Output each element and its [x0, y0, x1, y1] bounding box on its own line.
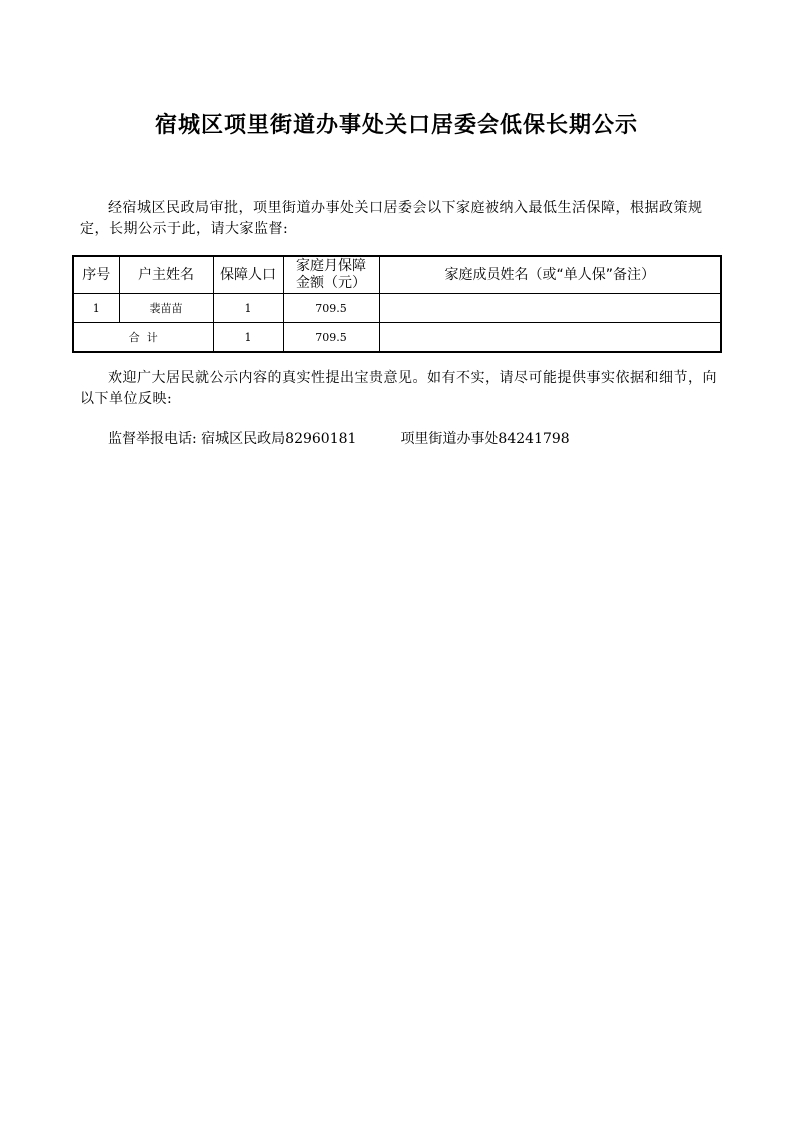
header-head-name: 户主姓名	[119, 256, 213, 294]
table-header-row	[73, 256, 721, 294]
closing-paragraph: 欢迎广大居民就公示内容的真实性提出宝贵意见。如有不实，请尽可能提供事实依据和细节，向以下单位反映:	[80, 370, 717, 407]
cell-members	[379, 294, 721, 323]
header-members: 家庭成员姓名（或“单人保”备注）	[379, 256, 721, 294]
header-population: 保障人口	[213, 256, 283, 294]
total-amount: 709.5	[283, 323, 379, 353]
contact-line	[108, 428, 570, 448]
cell-head-name: 裴苗苗	[119, 294, 213, 323]
contact-street-office: 项里街道办事处84241798	[400, 431, 570, 447]
header-index: 序号	[73, 256, 119, 294]
header-amount-line2: 金额（元）	[296, 275, 366, 291]
cell-index: 1	[73, 294, 119, 323]
contact-label: 监督举报电话:	[108, 431, 197, 447]
contact-civil-affairs: 宿城区民政局82960181	[201, 431, 357, 447]
subsidy-table	[72, 255, 722, 353]
page-title: 宿城区项里街道办事处关口居委会低保长期公示	[154, 112, 638, 138]
cell-amount: 709.5	[283, 294, 379, 323]
total-members	[379, 323, 721, 353]
cell-population: 1	[213, 294, 283, 323]
total-population: 1	[213, 323, 283, 353]
table-row	[73, 294, 721, 323]
header-amount-line1: 家庭月保障	[296, 258, 366, 274]
intro-paragraph: 经宿城区民政局审批，项里街道办事处关口居委会以下家庭被纳入最低生活保障，根据政策规定，长期公示于此，请大家监督:	[80, 200, 703, 237]
table-total-row	[73, 323, 721, 353]
header-amount	[283, 256, 379, 294]
total-label: 合 计	[73, 323, 213, 353]
